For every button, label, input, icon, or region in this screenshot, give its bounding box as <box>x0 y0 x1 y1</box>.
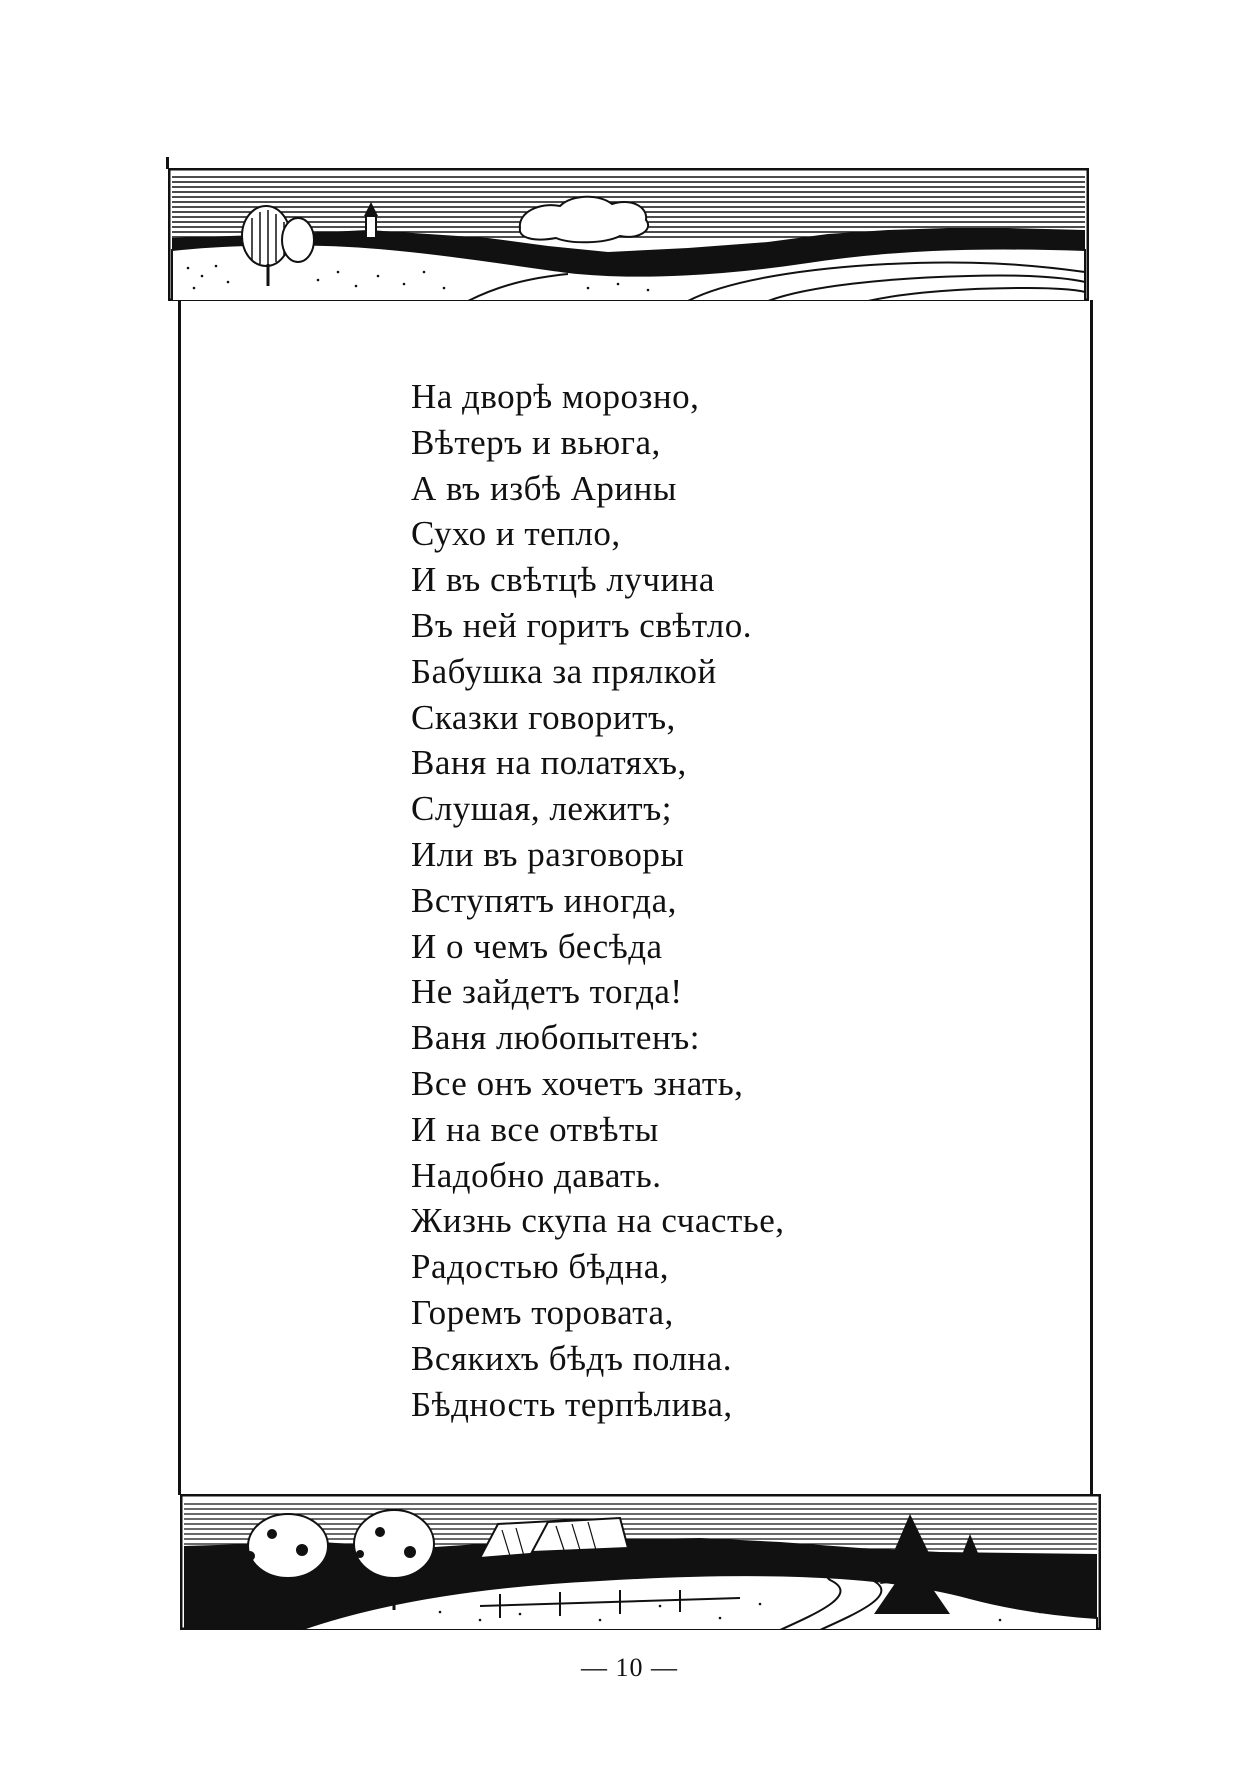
poem-line: Бѣдность терпѣлива, <box>411 1384 733 1424</box>
bottom-landscape-illustration <box>180 1494 1101 1630</box>
top-landscape-illustration <box>168 168 1089 301</box>
poem-line: А въ избѣ Арины <box>411 468 677 508</box>
poem-line: Надобно давать. <box>411 1155 662 1195</box>
page-number: — 10 — <box>581 1653 678 1682</box>
poem-line: Не зайдетъ тогда! <box>411 972 683 1012</box>
poem-text <box>411 374 1051 1427</box>
poem-line: И на все отвѣты <box>411 1109 659 1149</box>
poem-line: Жизнь скупа на счастье, <box>411 1201 785 1241</box>
poem-line: Вступятъ иногда, <box>411 880 677 920</box>
poem-line: Всякихъ бѣдъ полна. <box>411 1338 732 1378</box>
poem-line: Бабушка за прялкой <box>411 651 717 691</box>
poem-line: Слушая, лежитъ; <box>411 789 672 829</box>
poem-line: Ваня на полатяхъ, <box>411 743 687 783</box>
poem-line: Сказки говоритъ, <box>411 697 676 737</box>
poem-line: Или въ разговоры <box>411 834 685 874</box>
poem-line: Радостью бѣдна, <box>411 1247 670 1287</box>
poem-line: Сухо и тепло, <box>411 514 621 554</box>
frame-right-border <box>1090 300 1093 1495</box>
frame-left-border <box>178 300 181 1495</box>
poem-line: Вѣтеръ и вьюга, <box>411 422 661 462</box>
poem-line: И въ свѣтцѣ лучина <box>411 560 715 600</box>
poem-line: Горемъ торовата, <box>411 1292 674 1332</box>
poem-line: На дворѣ морозно, <box>411 377 700 416</box>
poem-line: Все онъ хочетъ знать, <box>411 1063 744 1103</box>
poem-line: Ваня любопытенъ: <box>411 1018 701 1058</box>
poem-line: И о чемъ бесѣда <box>411 926 663 966</box>
poem-line: Въ ней горитъ свѣтло. <box>411 605 753 645</box>
